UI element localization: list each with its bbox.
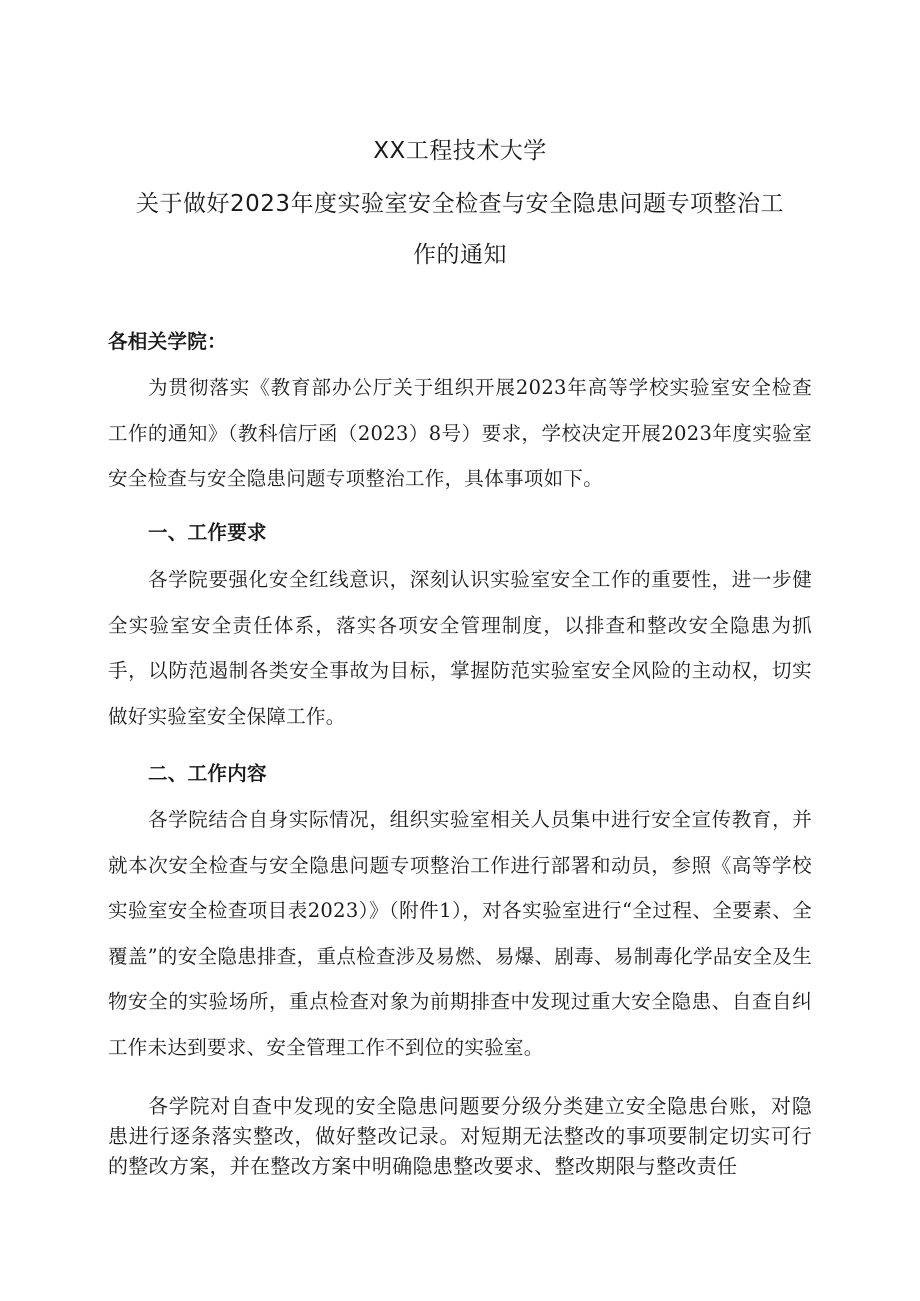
rectification-paragraph: 各学院对自查中发现的安全隐患问题要分级分类建立安全隐患台账，对隐患进行逐条落实整改，做好整改记录。对短期无法整改的事项要制定切实可行的整改方案，并在整改方案中明确隐患整改要求、整改期限与整改责任 bbox=[108, 1094, 812, 1178]
title-notice-line-2: 作的通知 bbox=[413, 242, 507, 268]
section-heading-requirements: 一、工作要求 bbox=[148, 521, 267, 544]
title-university: XX工程技术大学 bbox=[373, 138, 547, 164]
content-paragraph: 各学院结合自身实际情况，组织实验室相关人员集中进行安全宣传教育，并就本次安全检查与安全隐患问题专项整治工作进行部署和动员，参照《高等学校实验室安全检查项目表2023）》（附件1），对各实验室进行“全过程、全要素、全覆盖”的安全隐患排查，重点检查涉及易燃、易爆、剧毒、易制毒化学品安全及生物安全的实验场所，重点检查对象为前期排查中发现过重大安全隐患、自查自纠工作未达到要求、安全管理工作不到位的实验室。 bbox=[108, 808, 812, 1059]
section-heading-content: 二、工作内容 bbox=[148, 762, 267, 785]
requirements-paragraph: 各学院要强化安全红线意识，深刻认识实验室安全工作的重要性，进一步健全实验室安全责任体系，落实各项安全管理制度，以排查和整改安全隐患为抓手，以防范遏制各类安全事故为目标，掌握防范实验室安全风险的主动权，切实做好实验室安全保障工作。 bbox=[108, 568, 812, 728]
title-notice-line-1: 关于做好2023年度实验室安全检查与安全隐患问题专项整治工 bbox=[135, 191, 785, 217]
salutation: 各相关学院： bbox=[108, 330, 227, 353]
intro-paragraph: 为贯彻落实《教育部办公厅关于组织开展2023年高等学校实验室安全检查工作的通知》（教科信厅函（2023）8号）要求，学校决定开展2023年度实验室安全检查与安全隐患问题专项整治工作，具体事项如下。 bbox=[108, 376, 812, 490]
